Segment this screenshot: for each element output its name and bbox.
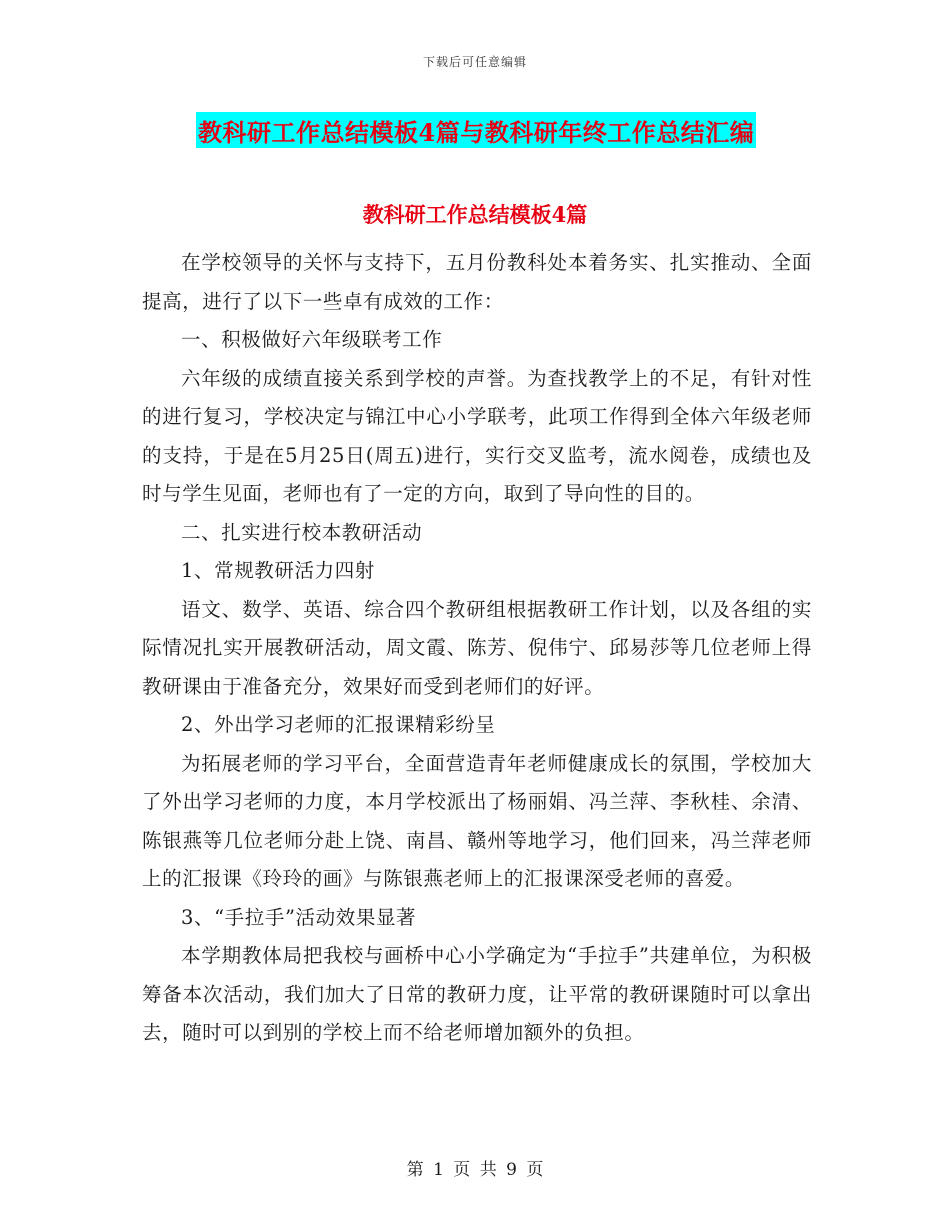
section-heading-2: 二、扎实进行校本教研活动	[181, 520, 423, 544]
subsection-heading-3: 3、“手拉手”活动效果显著	[181, 905, 417, 929]
subsection-heading-2: 2、外出学习老师的汇报课精彩纷呈	[181, 713, 496, 736]
page-footer: 第 1 页 共 9 页	[406, 1160, 544, 1180]
subsection-heading-1: 1、常规教研活力四射	[181, 559, 375, 582]
paragraph-hand-in-hand: 本学期教体局把我校与画桥中心小学确定为“手拉手”共建单位，为积极筹备本次活动，我们加大了日常的教研力度，让平常的教研课随时可以拿出去，随时可以到别的学校上而不给老师增加额外的负担。	[142, 944, 812, 1044]
section-heading-1: 一、积极做好六年级联考工作	[181, 328, 443, 351]
main-title: 教科研工作总结模板4篇与教科研年终工作总结汇编	[198, 117, 755, 147]
sub-title: 教科研工作总结模板4篇	[362, 202, 588, 227]
main-title-highlight	[196, 112, 756, 148]
document-body	[142, 244, 812, 1053]
paragraph-routine-research: 语文、数学、英语、综合四个教研组根据教研工作计划，以及各组的实际情况扎实开展教研活动，周文霞、陈芳、倪伟宁、邱易莎等几位老师上得教研课由于准备充分，效果好而受到老师们的好评。	[142, 597, 812, 698]
paragraph-report-lessons: 为拓展老师的学习平台，全面营造青年老师健康成长的氛围，学校加大了外出学习老师的力度，本月学校派出了杨丽娟、冯兰萍、李秋桂、余清、陈银燕等几位老师分赴上饶、南昌、赣州等地学习，他们回来，冯兰萍老师上的汇报课《玲玲的画》与陈银燕老师上的汇报课深受老师的喜爱。	[142, 751, 812, 890]
paragraph-joint-exam: 六年级的成绩直接关系到学校的声誉。为查找教学上的不足，有针对性的进行复习，学校决定与锦江中心小学联考，此项工作得到全体六年级老师的支持，于是在5月25日(周五)进行，实行交叉监考，流水阅卷，成绩也及时与学生见面，老师也有了一定的方向，取到了导向性的目的。	[142, 366, 812, 505]
header-note: 下载后可任意编辑	[422, 55, 527, 69]
paragraph-intro: 在学校领导的关怀与支持下，五月份教科处本着务实、扎实推动、全面提高，进行了以下一些卓有成效的工作：	[142, 251, 812, 313]
